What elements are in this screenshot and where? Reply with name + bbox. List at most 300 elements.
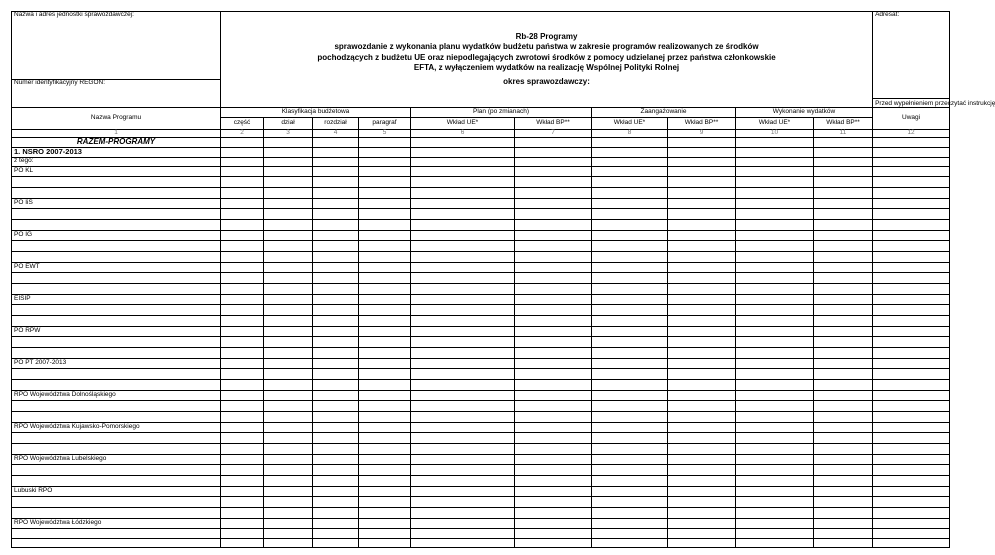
value-cell[interactable] bbox=[264, 443, 313, 454]
value-cell[interactable] bbox=[814, 443, 873, 454]
value-cell[interactable] bbox=[515, 454, 592, 464]
value-cell[interactable] bbox=[668, 147, 736, 157]
value-cell[interactable] bbox=[264, 496, 313, 507]
value-cell[interactable] bbox=[668, 464, 736, 475]
program-name-cell[interactable] bbox=[12, 496, 221, 507]
value-cell[interactable] bbox=[814, 538, 873, 547]
value-cell[interactable] bbox=[359, 518, 411, 528]
value-cell[interactable] bbox=[313, 187, 359, 198]
value-cell[interactable] bbox=[515, 240, 592, 251]
value-cell[interactable] bbox=[515, 272, 592, 283]
value-cell[interactable] bbox=[359, 358, 411, 368]
value-cell[interactable] bbox=[873, 518, 950, 528]
value-cell[interactable] bbox=[411, 283, 515, 294]
value-cell[interactable] bbox=[668, 432, 736, 443]
value-cell[interactable] bbox=[736, 400, 814, 411]
value-cell[interactable] bbox=[221, 157, 264, 166]
value-cell[interactable] bbox=[592, 475, 668, 486]
value-cell[interactable] bbox=[814, 358, 873, 368]
value-cell[interactable] bbox=[221, 486, 264, 496]
value-cell[interactable] bbox=[873, 262, 950, 272]
value-cell[interactable] bbox=[313, 272, 359, 283]
value-cell[interactable] bbox=[814, 475, 873, 486]
value-cell[interactable] bbox=[411, 486, 515, 496]
value-cell[interactable] bbox=[736, 432, 814, 443]
value-cell[interactable] bbox=[264, 294, 313, 304]
value-cell[interactable] bbox=[873, 137, 950, 147]
value-cell[interactable] bbox=[873, 538, 950, 547]
value-cell[interactable] bbox=[221, 400, 264, 411]
value-cell[interactable] bbox=[359, 528, 411, 538]
value-cell[interactable] bbox=[264, 358, 313, 368]
value-cell[interactable] bbox=[264, 464, 313, 475]
value-cell[interactable] bbox=[359, 326, 411, 336]
value-cell[interactable] bbox=[873, 475, 950, 486]
value-cell[interactable] bbox=[873, 166, 950, 176]
value-cell[interactable] bbox=[592, 358, 668, 368]
value-cell[interactable] bbox=[873, 496, 950, 507]
value-cell[interactable] bbox=[359, 230, 411, 240]
value-cell[interactable] bbox=[873, 528, 950, 538]
value-cell[interactable] bbox=[264, 272, 313, 283]
program-name-cell[interactable] bbox=[12, 272, 221, 283]
value-cell[interactable] bbox=[873, 432, 950, 443]
value-cell[interactable] bbox=[221, 368, 264, 379]
value-cell[interactable] bbox=[313, 262, 359, 272]
program-name-cell[interactable] bbox=[12, 176, 221, 187]
value-cell[interactable] bbox=[313, 464, 359, 475]
value-cell[interactable] bbox=[668, 443, 736, 454]
value-cell[interactable] bbox=[313, 283, 359, 294]
value-cell[interactable] bbox=[592, 304, 668, 315]
value-cell[interactable] bbox=[668, 486, 736, 496]
value-cell[interactable] bbox=[313, 432, 359, 443]
value-cell[interactable] bbox=[221, 294, 264, 304]
value-cell[interactable] bbox=[359, 496, 411, 507]
value-cell[interactable] bbox=[359, 411, 411, 422]
program-name-cell[interactable] bbox=[12, 379, 221, 390]
value-cell[interactable] bbox=[359, 347, 411, 358]
value-cell[interactable] bbox=[668, 283, 736, 294]
value-cell[interactable] bbox=[736, 518, 814, 528]
value-cell[interactable] bbox=[592, 166, 668, 176]
value-cell[interactable] bbox=[736, 176, 814, 187]
value-cell[interactable] bbox=[515, 187, 592, 198]
value-cell[interactable] bbox=[411, 518, 515, 528]
value-cell[interactable] bbox=[359, 198, 411, 208]
value-cell[interactable] bbox=[313, 358, 359, 368]
value-cell[interactable] bbox=[873, 176, 950, 187]
value-cell[interactable] bbox=[221, 390, 264, 400]
value-cell[interactable] bbox=[873, 336, 950, 347]
value-cell[interactable] bbox=[873, 464, 950, 475]
value-cell[interactable] bbox=[221, 411, 264, 422]
value-cell[interactable] bbox=[411, 315, 515, 326]
value-cell[interactable] bbox=[873, 379, 950, 390]
value-cell[interactable] bbox=[814, 283, 873, 294]
value-cell[interactable] bbox=[515, 464, 592, 475]
value-cell[interactable] bbox=[515, 304, 592, 315]
value-cell[interactable] bbox=[592, 454, 668, 464]
program-name-cell[interactable] bbox=[12, 336, 221, 347]
value-cell[interactable] bbox=[359, 294, 411, 304]
value-cell[interactable] bbox=[359, 262, 411, 272]
value-cell[interactable] bbox=[736, 443, 814, 454]
value-cell[interactable] bbox=[264, 157, 313, 166]
value-cell[interactable] bbox=[736, 358, 814, 368]
value-cell[interactable] bbox=[592, 326, 668, 336]
value-cell[interactable] bbox=[313, 230, 359, 240]
value-cell[interactable] bbox=[359, 368, 411, 379]
value-cell[interactable] bbox=[264, 219, 313, 230]
value-cell[interactable] bbox=[814, 294, 873, 304]
value-cell[interactable] bbox=[411, 219, 515, 230]
value-cell[interactable] bbox=[313, 422, 359, 432]
value-cell[interactable] bbox=[736, 294, 814, 304]
value-cell[interactable] bbox=[515, 411, 592, 422]
value-cell[interactable] bbox=[221, 187, 264, 198]
value-cell[interactable] bbox=[736, 326, 814, 336]
value-cell[interactable] bbox=[873, 187, 950, 198]
program-name-cell[interactable] bbox=[12, 187, 221, 198]
program-name-cell[interactable] bbox=[12, 283, 221, 294]
value-cell[interactable] bbox=[736, 157, 814, 166]
value-cell[interactable] bbox=[264, 475, 313, 486]
value-cell[interactable] bbox=[668, 251, 736, 262]
value-cell[interactable] bbox=[313, 219, 359, 230]
value-cell[interactable] bbox=[221, 198, 264, 208]
value-cell[interactable] bbox=[313, 176, 359, 187]
value-cell[interactable] bbox=[668, 166, 736, 176]
value-cell[interactable] bbox=[411, 347, 515, 358]
value-cell[interactable] bbox=[221, 166, 264, 176]
value-cell[interactable] bbox=[359, 432, 411, 443]
value-cell[interactable] bbox=[668, 454, 736, 464]
value-cell[interactable] bbox=[736, 464, 814, 475]
value-cell[interactable] bbox=[359, 219, 411, 230]
value-cell[interactable] bbox=[264, 251, 313, 262]
value-cell[interactable] bbox=[221, 219, 264, 230]
value-cell[interactable] bbox=[313, 166, 359, 176]
value-cell[interactable] bbox=[736, 272, 814, 283]
value-cell[interactable] bbox=[221, 454, 264, 464]
value-cell[interactable] bbox=[736, 368, 814, 379]
value-cell[interactable] bbox=[313, 486, 359, 496]
value-cell[interactable] bbox=[313, 294, 359, 304]
value-cell[interactable] bbox=[814, 528, 873, 538]
value-cell[interactable] bbox=[411, 336, 515, 347]
value-cell[interactable] bbox=[411, 390, 515, 400]
value-cell[interactable] bbox=[736, 528, 814, 538]
value-cell[interactable] bbox=[411, 137, 515, 147]
value-cell[interactable] bbox=[359, 166, 411, 176]
value-cell[interactable] bbox=[313, 326, 359, 336]
value-cell[interactable] bbox=[515, 496, 592, 507]
value-cell[interactable] bbox=[814, 219, 873, 230]
value-cell[interactable] bbox=[359, 176, 411, 187]
value-cell[interactable] bbox=[668, 326, 736, 336]
regon-cell[interactable] bbox=[12, 80, 221, 108]
value-cell[interactable] bbox=[592, 518, 668, 528]
value-cell[interactable] bbox=[221, 496, 264, 507]
program-name-cell[interactable] bbox=[12, 219, 221, 230]
value-cell[interactable] bbox=[736, 486, 814, 496]
value-cell[interactable] bbox=[736, 198, 814, 208]
value-cell[interactable] bbox=[264, 538, 313, 547]
value-cell[interactable] bbox=[411, 230, 515, 240]
addressee-cell[interactable] bbox=[873, 12, 950, 99]
value-cell[interactable] bbox=[873, 208, 950, 219]
program-name-cell[interactable] bbox=[12, 240, 221, 251]
value-cell[interactable] bbox=[592, 368, 668, 379]
value-cell[interactable] bbox=[359, 208, 411, 219]
value-cell[interactable] bbox=[359, 400, 411, 411]
value-cell[interactable] bbox=[814, 432, 873, 443]
value-cell[interactable] bbox=[515, 443, 592, 454]
value-cell[interactable] bbox=[313, 538, 359, 547]
value-cell[interactable] bbox=[221, 176, 264, 187]
value-cell[interactable] bbox=[592, 411, 668, 422]
value-cell[interactable] bbox=[592, 507, 668, 518]
value-cell[interactable] bbox=[736, 475, 814, 486]
value-cell[interactable] bbox=[411, 251, 515, 262]
value-cell[interactable] bbox=[592, 230, 668, 240]
value-cell[interactable] bbox=[592, 272, 668, 283]
value-cell[interactable] bbox=[359, 137, 411, 147]
value-cell[interactable] bbox=[411, 208, 515, 219]
value-cell[interactable] bbox=[411, 400, 515, 411]
value-cell[interactable] bbox=[814, 368, 873, 379]
value-cell[interactable] bbox=[592, 315, 668, 326]
value-cell[interactable] bbox=[592, 240, 668, 251]
value-cell[interactable] bbox=[264, 422, 313, 432]
value-cell[interactable] bbox=[668, 262, 736, 272]
value-cell[interactable] bbox=[873, 326, 950, 336]
value-cell[interactable] bbox=[359, 538, 411, 547]
value-cell[interactable] bbox=[592, 294, 668, 304]
value-cell[interactable] bbox=[359, 486, 411, 496]
value-cell[interactable] bbox=[411, 496, 515, 507]
value-cell[interactable] bbox=[264, 304, 313, 315]
value-cell[interactable] bbox=[359, 336, 411, 347]
value-cell[interactable] bbox=[313, 336, 359, 347]
value-cell[interactable] bbox=[411, 464, 515, 475]
value-cell[interactable] bbox=[264, 166, 313, 176]
value-cell[interactable] bbox=[264, 187, 313, 198]
value-cell[interactable] bbox=[515, 475, 592, 486]
value-cell[interactable] bbox=[668, 157, 736, 166]
value-cell[interactable] bbox=[264, 315, 313, 326]
program-name-cell[interactable] bbox=[12, 528, 221, 538]
value-cell[interactable] bbox=[515, 486, 592, 496]
value-cell[interactable] bbox=[411, 368, 515, 379]
value-cell[interactable] bbox=[736, 230, 814, 240]
value-cell[interactable] bbox=[515, 390, 592, 400]
value-cell[interactable] bbox=[411, 176, 515, 187]
value-cell[interactable] bbox=[668, 411, 736, 422]
value-cell[interactable] bbox=[221, 272, 264, 283]
value-cell[interactable] bbox=[736, 187, 814, 198]
value-cell[interactable] bbox=[668, 304, 736, 315]
value-cell[interactable] bbox=[736, 283, 814, 294]
value-cell[interactable] bbox=[668, 518, 736, 528]
program-name-cell[interactable] bbox=[12, 304, 221, 315]
value-cell[interactable] bbox=[515, 198, 592, 208]
value-cell[interactable] bbox=[592, 528, 668, 538]
value-cell[interactable] bbox=[873, 315, 950, 326]
value-cell[interactable] bbox=[264, 240, 313, 251]
value-cell[interactable] bbox=[515, 315, 592, 326]
value-cell[interactable] bbox=[736, 390, 814, 400]
value-cell[interactable] bbox=[515, 137, 592, 147]
value-cell[interactable] bbox=[592, 283, 668, 294]
value-cell[interactable] bbox=[736, 454, 814, 464]
value-cell[interactable] bbox=[515, 379, 592, 390]
value-cell[interactable] bbox=[515, 368, 592, 379]
value-cell[interactable] bbox=[592, 422, 668, 432]
value-cell[interactable] bbox=[592, 208, 668, 219]
value-cell[interactable] bbox=[736, 379, 814, 390]
value-cell[interactable] bbox=[359, 283, 411, 294]
value-cell[interactable] bbox=[592, 147, 668, 157]
value-cell[interactable] bbox=[313, 137, 359, 147]
value-cell[interactable] bbox=[221, 422, 264, 432]
value-cell[interactable] bbox=[359, 422, 411, 432]
value-cell[interactable] bbox=[411, 528, 515, 538]
value-cell[interactable] bbox=[592, 486, 668, 496]
value-cell[interactable] bbox=[668, 272, 736, 283]
value-cell[interactable] bbox=[221, 137, 264, 147]
value-cell[interactable] bbox=[668, 507, 736, 518]
value-cell[interactable] bbox=[668, 208, 736, 219]
value-cell[interactable] bbox=[668, 137, 736, 147]
value-cell[interactable] bbox=[814, 496, 873, 507]
value-cell[interactable] bbox=[313, 315, 359, 326]
program-name-cell[interactable] bbox=[12, 443, 221, 454]
value-cell[interactable] bbox=[814, 422, 873, 432]
value-cell[interactable] bbox=[668, 528, 736, 538]
value-cell[interactable] bbox=[668, 347, 736, 358]
value-cell[interactable] bbox=[873, 486, 950, 496]
value-cell[interactable] bbox=[814, 251, 873, 262]
value-cell[interactable] bbox=[736, 166, 814, 176]
value-cell[interactable] bbox=[592, 347, 668, 358]
value-cell[interactable] bbox=[359, 464, 411, 475]
value-cell[interactable] bbox=[515, 251, 592, 262]
value-cell[interactable] bbox=[736, 336, 814, 347]
value-cell[interactable] bbox=[814, 272, 873, 283]
value-cell[interactable] bbox=[592, 464, 668, 475]
value-cell[interactable] bbox=[515, 176, 592, 187]
value-cell[interactable] bbox=[221, 147, 264, 157]
value-cell[interactable] bbox=[313, 147, 359, 157]
value-cell[interactable] bbox=[515, 166, 592, 176]
value-cell[interactable] bbox=[668, 390, 736, 400]
value-cell[interactable] bbox=[814, 304, 873, 315]
value-cell[interactable] bbox=[411, 507, 515, 518]
value-cell[interactable] bbox=[515, 208, 592, 219]
value-cell[interactable] bbox=[873, 283, 950, 294]
value-cell[interactable] bbox=[313, 518, 359, 528]
value-cell[interactable] bbox=[515, 432, 592, 443]
value-cell[interactable] bbox=[873, 230, 950, 240]
value-cell[interactable] bbox=[592, 176, 668, 187]
value-cell[interactable] bbox=[814, 379, 873, 390]
value-cell[interactable] bbox=[411, 358, 515, 368]
value-cell[interactable] bbox=[592, 379, 668, 390]
value-cell[interactable] bbox=[873, 411, 950, 422]
value-cell[interactable] bbox=[814, 400, 873, 411]
value-cell[interactable] bbox=[515, 230, 592, 240]
value-cell[interactable] bbox=[814, 486, 873, 496]
value-cell[interactable] bbox=[592, 400, 668, 411]
value-cell[interactable] bbox=[814, 347, 873, 358]
value-cell[interactable] bbox=[264, 400, 313, 411]
value-cell[interactable] bbox=[873, 443, 950, 454]
value-cell[interactable] bbox=[814, 137, 873, 147]
value-cell[interactable] bbox=[592, 443, 668, 454]
program-name-cell[interactable] bbox=[12, 507, 221, 518]
value-cell[interactable] bbox=[411, 294, 515, 304]
value-cell[interactable] bbox=[515, 358, 592, 368]
value-cell[interactable] bbox=[515, 422, 592, 432]
value-cell[interactable] bbox=[221, 379, 264, 390]
value-cell[interactable] bbox=[515, 262, 592, 272]
value-cell[interactable] bbox=[264, 147, 313, 157]
value-cell[interactable] bbox=[411, 326, 515, 336]
value-cell[interactable] bbox=[592, 219, 668, 230]
value-cell[interactable] bbox=[668, 315, 736, 326]
value-cell[interactable] bbox=[668, 538, 736, 547]
program-name-cell[interactable] bbox=[12, 464, 221, 475]
value-cell[interactable] bbox=[411, 432, 515, 443]
value-cell[interactable] bbox=[515, 294, 592, 304]
value-cell[interactable] bbox=[359, 507, 411, 518]
value-cell[interactable] bbox=[592, 262, 668, 272]
value-cell[interactable] bbox=[592, 390, 668, 400]
value-cell[interactable] bbox=[515, 336, 592, 347]
value-cell[interactable] bbox=[592, 187, 668, 198]
value-cell[interactable] bbox=[411, 304, 515, 315]
value-cell[interactable] bbox=[264, 336, 313, 347]
value-cell[interactable] bbox=[814, 262, 873, 272]
value-cell[interactable] bbox=[592, 157, 668, 166]
value-cell[interactable] bbox=[264, 326, 313, 336]
program-name-cell[interactable] bbox=[12, 315, 221, 326]
value-cell[interactable] bbox=[313, 507, 359, 518]
value-cell[interactable] bbox=[668, 400, 736, 411]
value-cell[interactable] bbox=[668, 368, 736, 379]
value-cell[interactable] bbox=[411, 187, 515, 198]
value-cell[interactable] bbox=[592, 137, 668, 147]
value-cell[interactable] bbox=[411, 475, 515, 486]
program-name-cell[interactable] bbox=[12, 400, 221, 411]
value-cell[interactable] bbox=[736, 496, 814, 507]
value-cell[interactable] bbox=[873, 294, 950, 304]
value-cell[interactable] bbox=[313, 347, 359, 358]
value-cell[interactable] bbox=[668, 176, 736, 187]
value-cell[interactable] bbox=[264, 454, 313, 464]
value-cell[interactable] bbox=[313, 157, 359, 166]
value-cell[interactable] bbox=[221, 358, 264, 368]
value-cell[interactable] bbox=[359, 443, 411, 454]
value-cell[interactable] bbox=[736, 507, 814, 518]
value-cell[interactable] bbox=[814, 326, 873, 336]
value-cell[interactable] bbox=[359, 390, 411, 400]
value-cell[interactable] bbox=[814, 230, 873, 240]
value-cell[interactable] bbox=[313, 496, 359, 507]
value-cell[interactable] bbox=[221, 518, 264, 528]
